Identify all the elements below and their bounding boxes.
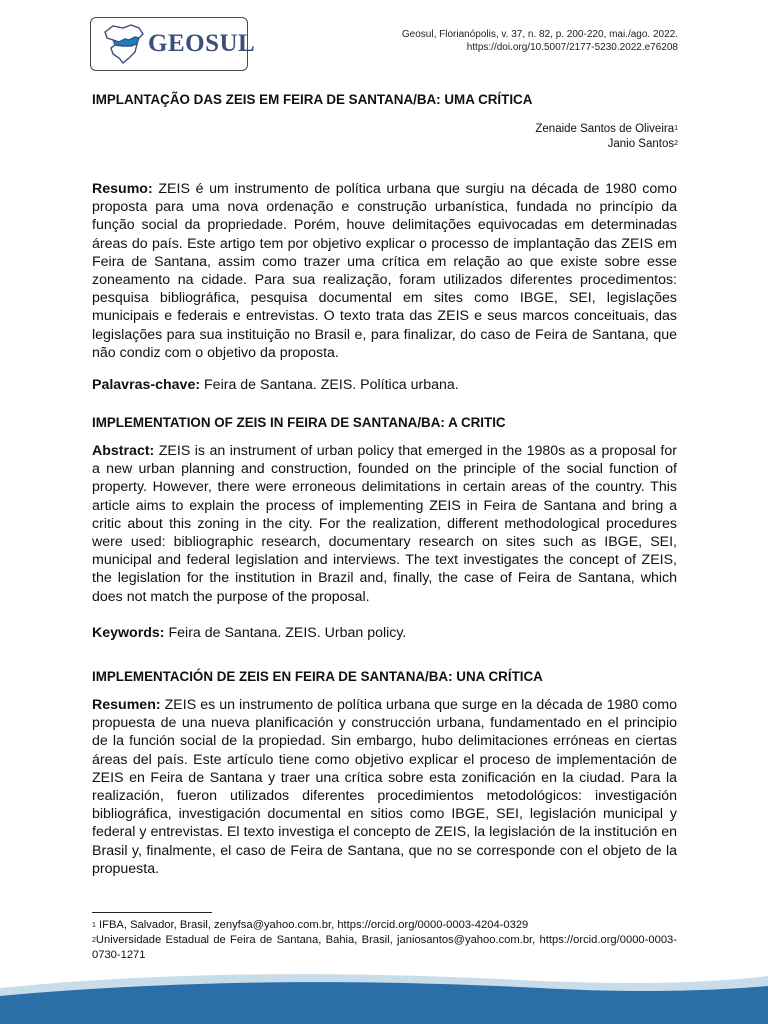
footnotes — [92, 918, 677, 963]
decorative-wave-footer — [0, 966, 768, 1024]
palavras-chave-line — [92, 376, 677, 394]
journal-volume-line: Geosul, Florianópolis, v. 37, n. 82, p. 200-220, mai./ago. 2022. — [401, 29, 678, 40]
journal-logo — [90, 17, 256, 71]
footnote-2: $^2$Universidade Estadual de Feira de Santana, Bahia, Brasil, janiosantos@yahoo.com.br, https://orcid.org/0000-0003-0730-1271 — [92, 934, 677, 961]
map-of-southern-brazil-icon — [99, 22, 147, 66]
palavras-chave-label: Palavras-chave: — [92, 377, 201, 393]
author-list — [535, 122, 678, 152]
keywords-label: Keywords: — [92, 625, 165, 641]
abstract-label: Abstract: — [92, 443, 155, 459]
palavras-chave-text: Feira de Santana. ZEIS. Política urbana. — [204, 377, 459, 393]
keywords-line — [92, 624, 677, 642]
author-2-footnote-mark: 2 — [674, 140, 678, 147]
footnote-divider — [92, 912, 212, 913]
footnote-1: $^1$ IFBA, Salvador, Brasil, zenyfsa@yahoo.com.br, https://orcid.org/0000-0003-4204-0329 — [92, 919, 529, 931]
journal-citation — [402, 28, 678, 54]
author-1: Zenaide Santos de Oliveira$^1$ — [535, 123, 678, 135]
article-title-english: IMPLEMENTATION OF ZEIS IN FEIRA DE SANTANA/BA: A CRITIC — [92, 415, 506, 430]
author-2: Janio Santos$^2$ — [607, 138, 678, 150]
logo-wordmark: GEOSUL — [148, 30, 256, 57]
article-title-portuguese: IMPLANTAÇÃO DAS ZEIS EM FEIRA DE SANTANA/BA: UMA CRÍTICA — [92, 92, 533, 107]
abstract-paragraph — [92, 442, 677, 606]
author-1-footnote-mark: 1 — [674, 125, 678, 132]
resumen-label: Resumen: — [92, 697, 161, 713]
article-title-spanish: IMPLEMENTACIÓN DE ZEIS EN FEIRA DE SANTANA/BA: UNA CRÍTICA — [92, 669, 543, 684]
resumo-text: ZEIS é um instrumento de política urbana que surgiu na década de 1980 como proposta para uma nova ordenação e construção urbanística, fundada no princípio da função social da propriedade. Porém, houve delimitações equivocadas em determinadas áreas do país. Este artigo tem por objetivo explicar o processo de implantação das ZEIS em Feira de Santana, assim como trazer uma crítica em relação ao que existe sobre esse zoneamento na cidade. Para sua realização, foram utilizados diferentes procedimentos: pesquisa bibliográfica, pesquisa documental em sites como IBGE, SEI, legislações municipais e federais e entrevistas. O texto trata das ZEIS e seus marcos conceituais, das legislações para sua instituição no Brasil e, para finalizar, do caso de Feira de Santana, que não condiz com o objetivo da proposta. — [92, 181, 677, 361]
resumen-paragraph — [92, 696, 677, 878]
journal-doi-link[interactable]: https://doi.org/10.5007/2177-5230.2022.e76208 — [466, 42, 678, 53]
resumen-text: ZEIS es un instrumento de política urbana que surge en la década de 1980 como propuesta de una nueva planificación y construcción urbana, fundamentado en el principio de la función social de la propiedad. Sin embargo, hubo delimitaciones erróneas en ciertas áreas del país. Este artículo tiene como objetivo explicar el proceso de implementación de ZEIS en Feira de Santana y traer una crítica sobre esta zonificación en la ciudad. Para la realización, fueron utilizados diferentes procedimientos metodológicos: investigación bibliográfica, investigación documental en sitios como IBGE, SEI, legislación municipal y federal y entrevistas. El texto investiga el concepto de ZEIS, la legislación de la institución en Brasil y, finalmente, el caso de Feira de Santana, que no se corresponde con el objeto de la propuesta. — [92, 697, 677, 877]
keywords-text: Feira de Santana. ZEIS. Urban policy. — [168, 625, 407, 641]
resumo-label: Resumo: — [92, 181, 153, 197]
resumo-paragraph — [92, 180, 677, 362]
abstract-text: ZEIS is an instrument of urban policy that emerged in the 1980s as a proposal for a new urban planning and construction, founded on the principle of the social function of property. However, there were erroneous delimitations in certain areas of the country. This article aims to explain the process of implementing ZEIS in Feira de Santana and bring a critic about this zoning in the city. For the realization, different methodological procedures were used: bibliographic research, documentary research on sites such as IBGE, SEI, municipal and federal legislation and interviews. The text investigates the concept of ZEIS, the legislation for the institution in Brazil and, finally, the case of Feira de Santana, which does not match the purpose of the proposal. — [92, 443, 677, 605]
